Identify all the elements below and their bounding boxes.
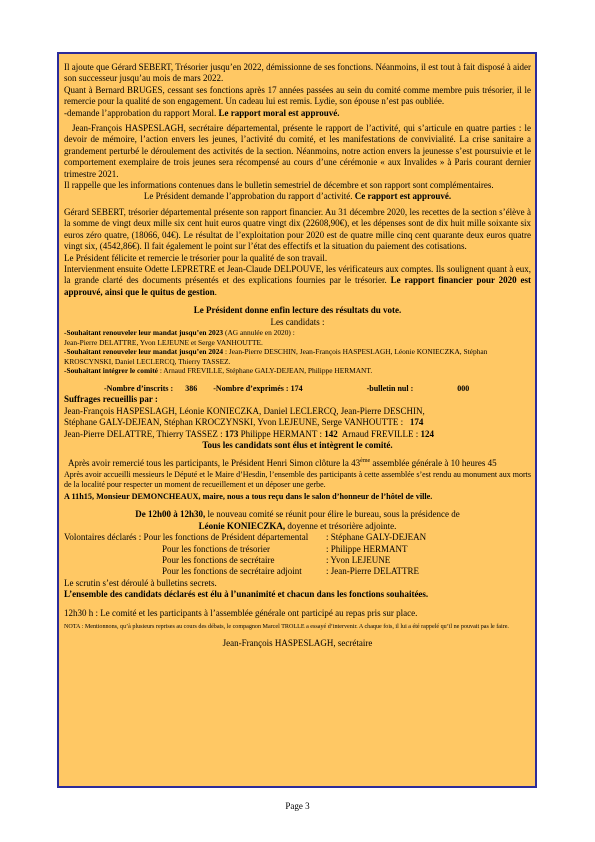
- volunteer-row: [64, 566, 531, 577]
- null-ballot-value: 000: [457, 383, 470, 393]
- votes-173: 173: [224, 428, 239, 439]
- volunteer-name: : Stéphane GALY-DEJEAN: [326, 532, 427, 543]
- votes-line-3-c: Philippe HERMANT :: [240, 428, 323, 439]
- closing-sup: ème: [360, 458, 371, 465]
- vote-title: Le Président donne enfin lecture des résultats du vote.: [193, 305, 402, 316]
- paragraph-auditors: [64, 264, 531, 298]
- monument-paragraph: Après avoir accueilli messieurs le Député et le Maire d’Hesdin, l’ensemble des participants à cette assemblée s’est rendu au monument aux morts de la localité pour respecter un moment de recueillement et un déposer une gerbe.: [64, 469, 531, 490]
- candidates-new-label: -Souhaitant intégrer le comité: [64, 366, 158, 376]
- paragraph-activity-report: Jean-François HASPESLAGH, secrétaire départemental, présente le rapport de l’activité, qui s’articule en quatre parties : le devoir de mémoire, l’action envers les jeunes, l’activité du comité, et les manifestations de convivialité. La crise sanitaire a grandement perturbé le déroulement des activités de la section. Néanmoins, notre action envers la jeunesse s’est poursuivie et le comportement exemplaire de trois jeunes sera récompensé au cours d’une cérémonie « aux Invalides » à Paris courant dernier trimestre 2021.: [64, 123, 531, 179]
- signature: Jean-François HASPESLAGH, secrétaire: [222, 638, 373, 648]
- reception-paragraph: A 11h15, Monsieur DEMONCHEAUX, maire, nous a tous reçu dans le salon d’honneur de l’hôtel de ville.: [64, 491, 433, 501]
- volunteer-label: Pour les fonctions de secrétaire: [162, 554, 275, 565]
- paragraph-financial-report: Gérard SEBERT, trésorier départemental présente son rapport financier. Au 31 décembre 2020, les recettes de la section s’élève à la somme de vingt deux mille six cent huit euros quatre vingt dix (22608,90€), et les dépenses sont de dix huit mille soixante six euros zéro quatre, (18066, 04€). Le résultat de l’exploitation pour 2020 est de quatre mille cinq cent quarante deux euros quatre vingt six, (4542,86€). Il fait également le point sur l’état des effectifs et la situation du paiement des cotisations.: [64, 206, 531, 252]
- paragraph-treasurer-thanks: Le Président félicite et remercie le trésorier pour la qualité de son travail.: [64, 252, 328, 263]
- votes-title: Suffrages recueillis par :: [64, 394, 158, 405]
- closing-b: assemblée générale à 10 heures 45: [372, 458, 497, 469]
- votes-line-2: [64, 417, 531, 428]
- candidates-new: [64, 366, 531, 376]
- volunteer-row: [64, 544, 531, 555]
- nota: NOTA : Mentionnons, qu’à plusieurs reprises au cours des débats, le compagnon Marcel TROLLE a essayé d’intervenir. A chaque fois, il lui a été rappelé qu’il ne pouvait pas le faire.: [64, 624, 509, 630]
- votes-142: 142: [324, 428, 338, 439]
- bureau-paragraph: [64, 509, 531, 532]
- candidates-new-names: : Arnaud FREVILLE, Stéphane GALY-DEJEAN, Philippe HERMANT.: [159, 366, 373, 376]
- candidates-2023-names: Jean-Pierre DELATTRE, Yvon LEJEUNE et Serge VANHOUTTE.: [64, 337, 263, 347]
- page-number: Page 3: [285, 801, 310, 811]
- paragraph-treasurer-resignation: Il ajoute que Gérard SEBERT, Trésorier jusqu’en 2022, démissionne de ses fonctions. Néanmoins, il est tout à fait disposé à aider son successeur jusqu’au mois de mars 2022.: [64, 62, 531, 84]
- volunteer-row: [64, 532, 531, 543]
- candidates-2023-label: -Souhaitant renouveler leur mandat jusqu’en 2023: [64, 327, 224, 337]
- closing-a: Après avoir remercié tous les participants, le Président Henri Simon clôture la 43: [68, 458, 361, 469]
- bureau-time: De 12h00 à 12h30,: [135, 509, 206, 520]
- elected-statement: Tous les candidats sont élus et intègrent le comité.: [202, 439, 393, 450]
- financial-approved-end: .: [214, 286, 217, 297]
- ballot-statement: Le scrutin s’est déroulé à bulletins secrets.: [64, 577, 217, 588]
- financial-approved: Le rapport financier pour 2020 est approuvé, ainsi que le quitus de gestion: [64, 275, 531, 297]
- moral-approved: Le rapport moral est approuvé.: [218, 107, 340, 118]
- bureau-president: Léonie KONIECZKA,: [198, 520, 286, 531]
- votes-line-2-names: Stéphane GALY-DEJEAN, Stéphan KROCZYNSKI, Yvon LEJEUNE, Serge VANHOUTTE :: [64, 417, 404, 428]
- votes-124: 124: [420, 428, 435, 439]
- candidates-2024-names: : Jean-Pierre DESCHIN, Jean-François HASPESLAGH, Léonie KONIECZKA, Stéphan KROSCYNSKI, Daniel LECLERCQ, Thierry TASSEZ.: [64, 347, 488, 366]
- candidates-2023-note: (AG annulée en 2020) :: [224, 327, 295, 337]
- volunteer-name: : Yvon LEJEUNE: [326, 554, 391, 565]
- report-frame: [57, 52, 537, 788]
- candidates-title: Les candidats :: [270, 316, 325, 327]
- volunteer-row: [64, 555, 531, 566]
- bureau-text: le nouveau comité se réunit pour élire le bureau, sous la présidence de: [207, 509, 460, 520]
- auditors-text: Intervienment ensuite Odette LEPRETRE et Jean-Claude DELPOUVE, les vérificateurs aux comptes. Ils soulignent quant à eux, la grande clarté des documents présentés et des explications fournies par le trésorier.: [64, 263, 531, 286]
- closing-statement: [64, 458, 531, 469]
- volunteer-label: Volontaires déclarés : Pour les fonctions de Président départemental: [64, 532, 309, 543]
- meal-statement: 12h30 h : Le comité et les participants à l’assemblée générale ont participé au repas pris sur place.: [64, 607, 418, 618]
- unanimity-statement: L’ensemble des candidats déclarés est élu à l’unanimité et chacun dans les fonctions souhaitées.: [64, 589, 429, 600]
- registered-label: -Nombre d’inscrits :: [104, 383, 174, 393]
- activity-approved: Ce rapport est approuvé.: [354, 191, 452, 202]
- votes-line-3-a: Jean-Pierre DELATTRE, Thierry TASSEZ :: [64, 428, 223, 439]
- candidates-2023: [64, 328, 531, 338]
- volunteer-name: : Philippe HERMANT: [326, 543, 408, 554]
- votes-174: 174: [409, 417, 424, 428]
- paragraph-activity-approval: [64, 191, 531, 202]
- paragraph-moral-approval: [64, 108, 531, 119]
- registered-value: 386: [185, 383, 198, 393]
- vote-counts: [64, 383, 531, 394]
- votes-line-3: [64, 429, 531, 440]
- null-ballot-label: -bulletin nul :: [366, 383, 414, 393]
- paragraph-bulletin: Il rappelle que les informations contenues dans le bulletin semestriel de décembre et son rapport sont complémentaires.: [64, 180, 494, 191]
- paragraph-bruges-thanks: Quant à Bernard BRUGES, cessant ses fonctions après 17 années passées au sein du comité comme membre puis trésorier, il le remercie pour la qualité de son engagement. Un cadeau lui est remis. Lydie, son épouse n’est pas oubliée.: [64, 84, 531, 107]
- expressed-label: -Nombre d’exprimés : 174: [213, 383, 303, 393]
- moral-approval-text: -demande l’approbation du rapport Moral.: [64, 107, 217, 118]
- volunteer-name: : Jean-Pierre DELATTRE: [326, 566, 419, 577]
- votes-line-3-e: Arnaud FREVILLE :: [341, 428, 419, 439]
- candidates-2024-label: -Souhaitant renouveler leur mandat jusqu’en 2024: [64, 347, 224, 357]
- volunteer-label: Pour les fonctions de trésorier: [162, 543, 270, 554]
- candidates-2024: [64, 347, 531, 366]
- votes-line-1: Jean-François HASPESLAGH, Léonie KONIECZKA, Daniel LECLERCQ, Jean-Pierre DESCHIN,: [64, 405, 425, 416]
- bureau-text-2: doyenne et trésorière adjointe.: [287, 520, 397, 531]
- volunteer-label: Pour les fonctions de secrétaire adjoint: [162, 566, 302, 577]
- activity-approval-text: Le Président demande l’approbation du rapport d’activité.: [143, 191, 353, 202]
